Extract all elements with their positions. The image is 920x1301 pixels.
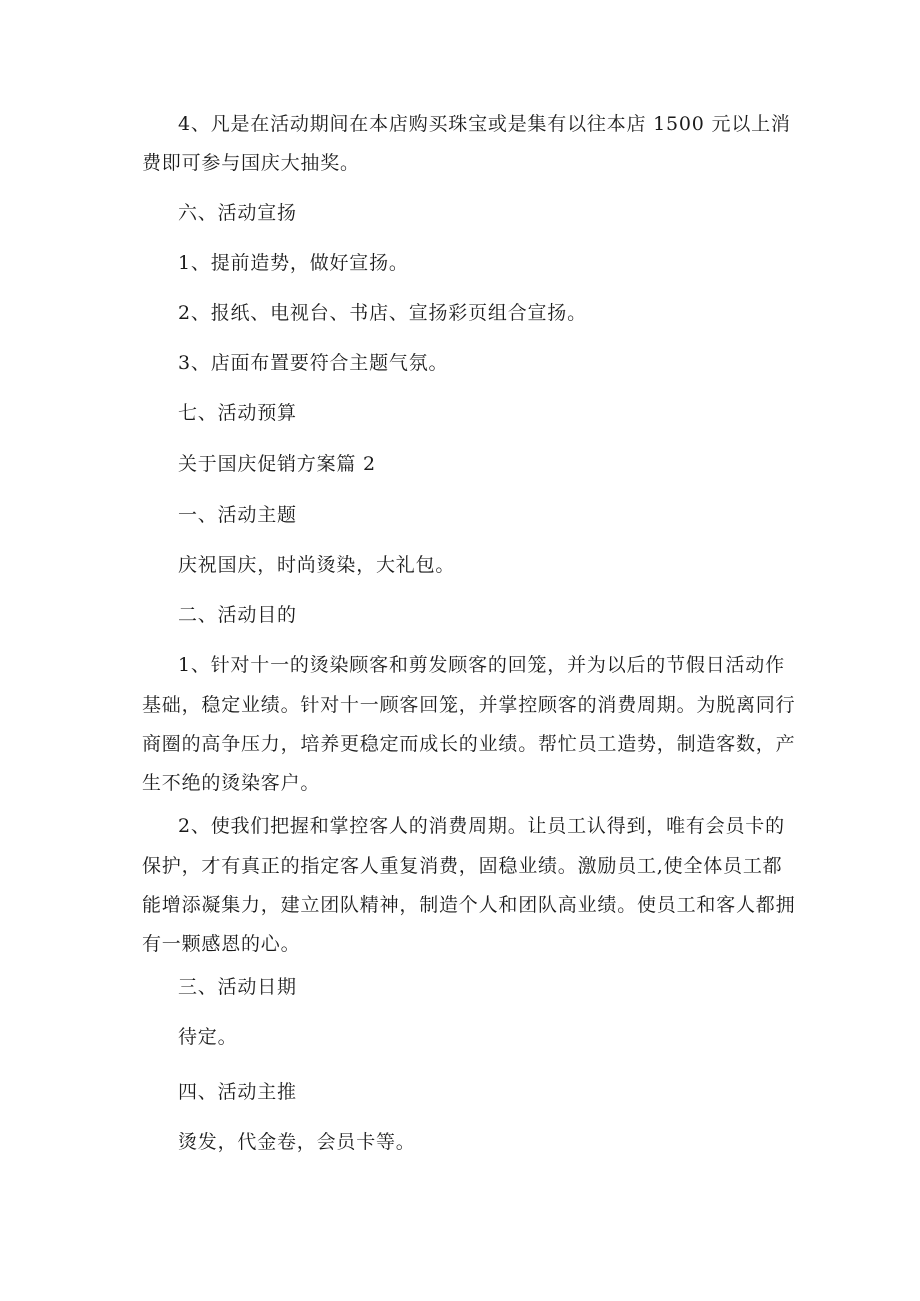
heading-text: 六、活动宣扬 [178,202,297,224]
article-title-2 [178,446,376,482]
heading-text: 三、活动日期 [178,976,297,998]
paragraph-line: 基础，稳定业绩。针对十一顾客回笼，并掌控顾客的消费周期。为脱离同行 [142,694,796,716]
paragraph-line: 待定。 [178,1026,238,1048]
section-heading-main-push [178,1074,297,1110]
paragraph-line: 4、凡是在活动期间在本店购买珠宝或是集有以往本店 1500 元以上消 [178,113,791,135]
heading-text: 一、活动主题 [178,504,297,526]
main-push-text [178,1124,416,1160]
theme-text [178,547,455,583]
paragraph-item-4 [178,106,791,142]
heading-text: 七、活动预算 [178,402,297,424]
purpose-item-2-rest [142,847,795,964]
section-heading-promotion [178,195,297,231]
section-heading-date [178,969,297,1005]
paragraph-line: 1、提前造势，做好宣扬。 [178,252,409,274]
title-text: 关于国庆促销方案篇 2 [178,453,376,475]
heading-text: 四、活动主推 [178,1081,297,1103]
date-text [178,1019,237,1055]
paragraph-line: 庆祝国庆，时尚烫染，大礼包。 [178,554,456,576]
paragraph-line: 保护，才有真正的指定客人重复消费，固稳业绩。激励员工,使全体员工都 [142,855,783,877]
paragraph-line: 2、使我们把握和掌控客人的消费周期。让员工认得到，唯有会员卡的 [178,815,785,837]
section-heading-theme [178,497,297,533]
purpose-item-1-line-1 [178,647,785,683]
paragraph-line: 有一颗感恩的心。 [142,933,301,955]
paragraph-line: 费即可参与国庆大抽奖。 [142,152,360,174]
paragraph-item-4-cont [142,145,360,181]
section-heading-budget [178,395,297,431]
purpose-item-1-rest [142,686,795,803]
paragraph-line: 烫发，代金卷，会员卡等。 [178,1131,416,1153]
promotion-item-2 [178,295,587,331]
promotion-item-3 [178,345,448,381]
paragraph-line: 1、针对十一的烫染顾客和剪发顾客的回笼，并为以后的节假日活动作 [178,654,785,676]
paragraph-line: 2、报纸、电视台、书店、宣扬彩页组合宣扬。 [178,302,587,324]
paragraph-line: 能增添凝集力，建立团队精神，制造个人和团队高业绩。使员工和客人都拥 [142,894,796,916]
purpose-item-2-line-1 [178,808,785,844]
heading-text: 二、活动目的 [178,604,297,626]
promotion-item-1 [178,245,409,281]
paragraph-line: 3、店面布置要符合主题气氛。 [178,352,449,374]
section-heading-purpose [178,597,297,633]
paragraph-line: 商圈的高争压力，培养更稳定而成长的业绩。帮忙员工造势，制造客数，产 [142,733,796,755]
paragraph-line: 生不绝的烫染客户。 [142,772,321,794]
